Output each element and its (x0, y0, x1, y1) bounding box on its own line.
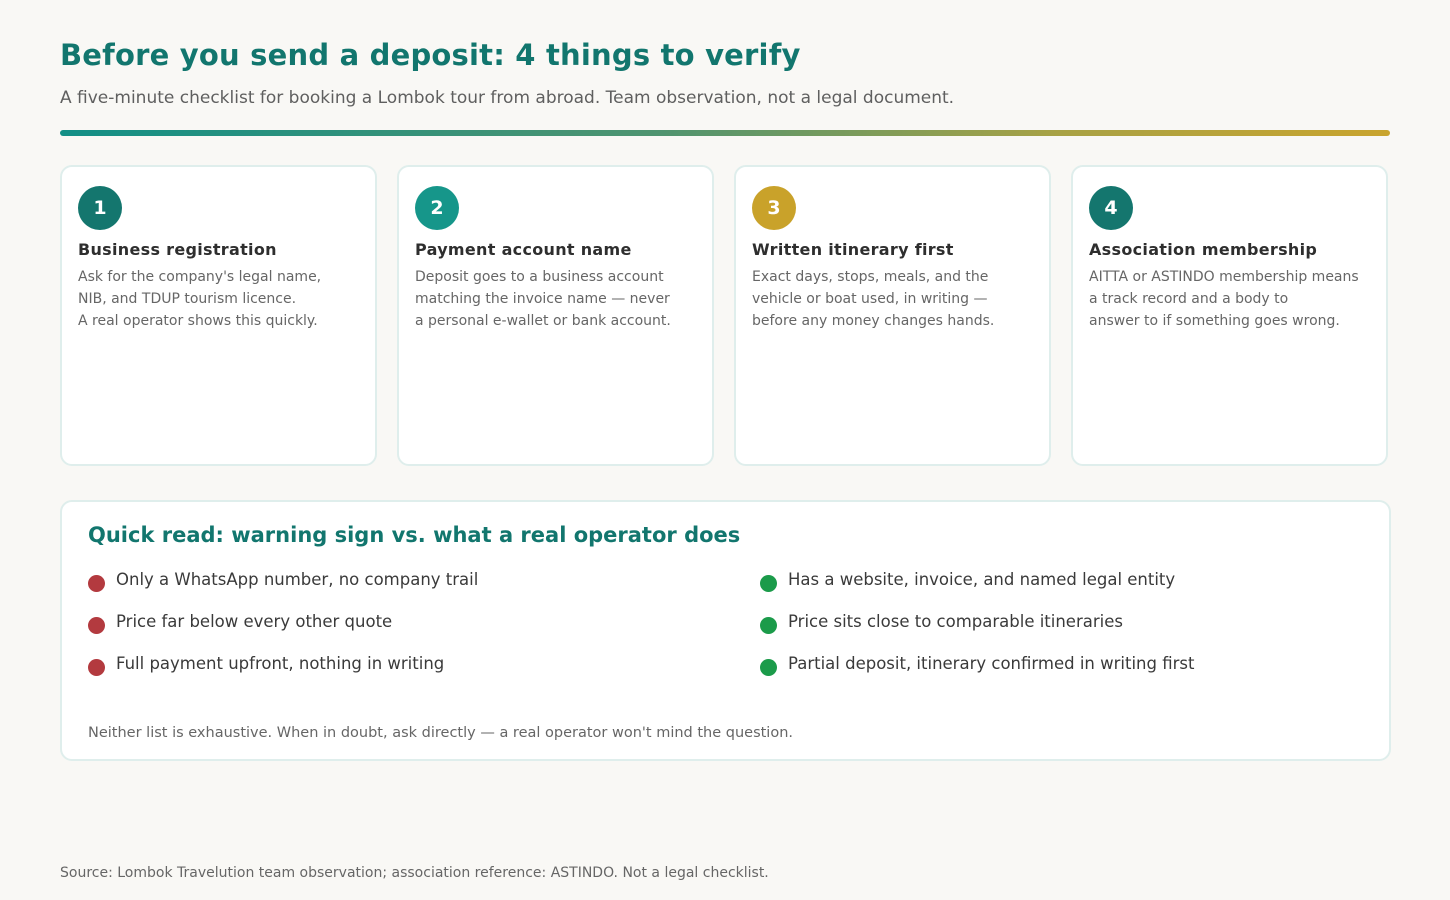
card-title: Association membership (1089, 240, 1318, 259)
red-dot-icon (88, 575, 105, 592)
card-description-line: answer to if something goes wrong. (1089, 313, 1340, 329)
checklist-card-association-membership (1071, 165, 1388, 466)
card-title: Payment account name (415, 240, 632, 259)
card-description-line: AITTA or ASTINDO membership means (1089, 269, 1359, 285)
card-description-line: matching the invoice name — never (415, 291, 670, 307)
card-description (752, 266, 1042, 332)
real-operator-item (760, 611, 1380, 653)
red-dot-icon (88, 617, 105, 634)
gradient-divider (60, 130, 1390, 136)
warning-sign-item (88, 653, 708, 695)
warning-sign-item (88, 569, 708, 611)
card-description (415, 266, 705, 332)
card-description-line: a personal e-wallet or bank account. (415, 313, 671, 329)
card-description-line: Deposit goes to a business account (415, 269, 664, 285)
checklist-card-business-registration (60, 165, 377, 466)
step-number-badge: 2 (415, 186, 459, 230)
real-operator-item (760, 653, 1380, 695)
warning-sign-list (88, 569, 708, 695)
real-operator-text: Price sits close to comparable itineraries (788, 612, 1123, 631)
card-description-line: vehicle or boat used, in writing — (752, 291, 988, 307)
real-operator-text: Partial deposit, itinerary confirmed in writing first (788, 654, 1195, 673)
checklist-card-written-itinerary (734, 165, 1051, 466)
card-title: Written itinerary first (752, 240, 954, 259)
step-number-badge: 1 (78, 186, 122, 230)
real-operator-item (760, 569, 1380, 611)
card-description-line: before any money changes hands. (752, 313, 995, 329)
page-title: Before you send a deposit: 4 things to verify (60, 38, 801, 72)
step-number-badge: 4 (1089, 186, 1133, 230)
real-operator-text: Has a website, invoice, and named legal entity (788, 570, 1176, 589)
green-dot-icon (760, 575, 777, 592)
card-description-line: a track record and a body to (1089, 291, 1289, 307)
checklist-card-payment-account (397, 165, 714, 466)
step-number-badge: 3 (752, 186, 796, 230)
card-description (1089, 266, 1379, 332)
card-description-line: A real operator shows this quickly. (78, 313, 318, 329)
card-description-line: Ask for the company's legal name, (78, 269, 322, 285)
checklist-cards (60, 165, 1390, 466)
real-operator-list (760, 569, 1380, 695)
warning-sign-text: Full payment upfront, nothing in writing (116, 654, 445, 673)
warning-sign-text: Price far below every other quote (116, 612, 393, 631)
card-description-line: NIB, and TDUP tourism licence. (78, 291, 297, 307)
page-subtitle: A five-minute checklist for booking a Lombok tour from abroad. Team observation, not a legal document. (60, 88, 955, 108)
quick-read-title: Quick read: warning sign vs. what a real operator does (88, 523, 741, 547)
quick-read-footnote: Neither list is exhaustive. When in doubt, ask directly — a real operator won't mind the question. (88, 725, 794, 741)
source-note: Source: Lombok Travelution team observation; association reference: ASTINDO. Not a legal checklist. (60, 865, 769, 881)
red-dot-icon (88, 659, 105, 676)
warning-sign-text: Only a WhatsApp number, no company trail (116, 570, 479, 589)
card-title: Business registration (78, 240, 277, 259)
card-description-line: Exact days, stops, meals, and the (752, 269, 989, 285)
warning-sign-item (88, 611, 708, 653)
green-dot-icon (760, 659, 777, 676)
quick-read-panel (60, 500, 1391, 761)
green-dot-icon (760, 617, 777, 634)
card-description (78, 266, 368, 332)
